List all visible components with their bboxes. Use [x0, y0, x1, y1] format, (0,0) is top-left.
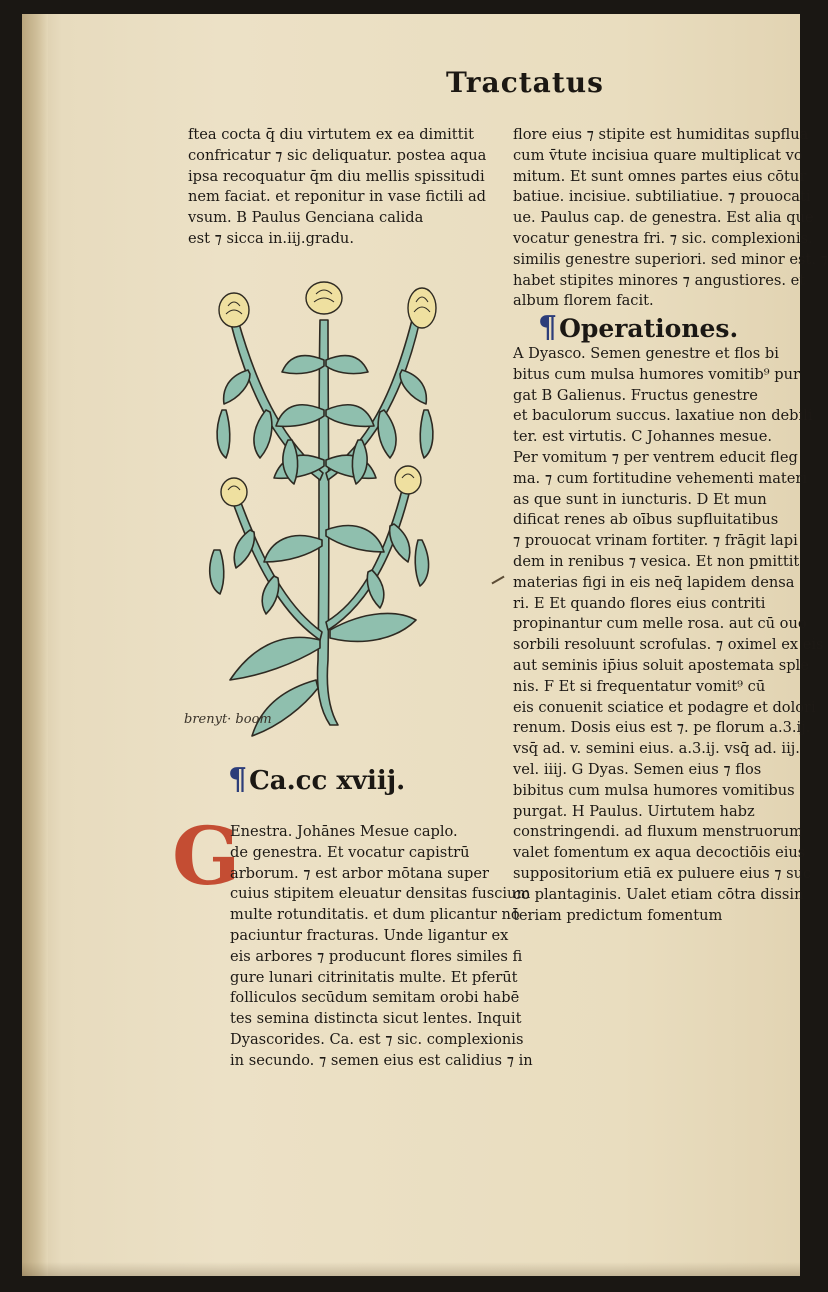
text-line: materias figi in eis neq̄ lapidem densa	[513, 573, 795, 591]
chapter-heading	[228, 762, 405, 797]
operations-heading-text: Operationes.	[559, 314, 739, 343]
text-line: multe rotunditatis. et dum plicantur nō	[230, 906, 520, 924]
text-line: vel. iiij. G Dyas. Semen eius ⁊ flos	[513, 760, 762, 778]
left-column-bottom-text	[230, 822, 533, 1072]
right-column-top-text	[513, 125, 828, 312]
text-line: folliculos secūdum semitam orobi habē	[230, 989, 520, 1007]
paragraph-mark-icon: ¶	[228, 762, 248, 797]
text-line: similis genestre superiori. sed minor est. ⁊	[513, 250, 828, 268]
text-line: eis arbores ⁊ producunt flores similes fi	[230, 947, 523, 965]
text-line: paciuntur fracturas. Unde ligantur ex	[230, 926, 509, 944]
operations-heading	[538, 310, 738, 345]
text-line: ftea cocta q̄ diu virtutem ex ea dimittit	[188, 126, 474, 143]
text-line: flore eius ⁊ stipite est humiditas supflua	[513, 126, 809, 143]
text-line: bitus cum mulsa humores vomitib⁹ pur	[513, 365, 800, 383]
text-line: eis conuenit sciatice et podagre et dolori	[513, 698, 816, 716]
text-line: confricatur ⁊ sic deliquatur. postea aqua	[188, 146, 487, 164]
text-line: ri. E Et quando flores eius contriti	[513, 594, 766, 612]
text-line: arborum. ⁊ est arbor mōtana super	[230, 864, 490, 882]
text-line: et baculorum succus. laxatiue non debili	[513, 407, 813, 425]
text-line: vsq̄ ad. v. semini eius. a.3.ij. vsq̄ ad. iij.	[513, 740, 800, 758]
text-line: Per vomitum ⁊ per ventrem educit fleg	[513, 448, 798, 466]
text-line: vocatur genestra fri. ⁊ sic. complexionis.	[513, 229, 813, 247]
text-line: dem in renibus ⁊ vesica. Et non pmittit	[513, 552, 800, 570]
text-line: bibitus cum mulsa humores vomitibus	[513, 781, 795, 799]
page-bottom-shadow	[22, 1262, 800, 1276]
text-line: constringendi. ad fluxum menstruorum	[513, 823, 803, 841]
text-line: ma. ⁊ cum fortitudine vehementi materi	[513, 469, 808, 487]
text-line: vsum. B Paulus Genciana calida	[188, 209, 424, 227]
text-line: mitum. Et sunt omnes partes eius cōtur	[513, 167, 807, 185]
text-line: co plantaginis. Ualet etiam cōtra dissin	[513, 885, 804, 903]
chapter-heading-text: Ca.cc xviij.	[249, 766, 406, 796]
text-line: ⁊ prouocat vrinam fortiter. ⁊ frāgit lapi	[513, 532, 798, 550]
text-line: teriam predictum fomentum	[513, 906, 723, 924]
text-line: gure lunari citrinitatis multe. Et pferūt	[230, 968, 518, 986]
genista-plant-illustration	[170, 280, 480, 750]
text-line: aut seminis ip̄ius soluit apostemata sple	[513, 656, 809, 674]
page-gutter-edge	[22, 14, 48, 1276]
running-head: Tractatus	[446, 66, 604, 99]
handwritten-inscription: brenyt· boom	[184, 712, 272, 727]
text-line: propinantur cum melle rosa. aut cū ouo	[513, 615, 807, 633]
text-line: ter. est virtutis. C Johannes mesue.	[513, 428, 772, 446]
text-line: as que sunt in iuncturis. D Et mun	[513, 490, 767, 508]
text-line: batiue. incisiue. subtiliatiue. ⁊ prouocati	[513, 188, 811, 206]
text-line: A Dyasco. Semen genestre et flos bi	[513, 345, 779, 362]
text-line: purgat. H Paulus. Uirtutem habz	[513, 802, 755, 820]
text-line: renum. Dosis eius est ⁊. pe florum a.3.ij.	[513, 719, 811, 737]
text-line: habet stipites minores ⁊ angustiores. et	[513, 271, 806, 289]
text-line: Enestra. Johānes Mesue caplo.	[230, 823, 458, 840]
text-line: album florem facit.	[513, 292, 654, 310]
text-line: nem faciat. et reponitur in vase fictili ad	[188, 188, 486, 206]
text-line: est ⁊ sicca in.iij.gradu.	[188, 229, 354, 247]
text-line: cum v̄tute incisiua quare multiplicat vo	[513, 146, 803, 164]
right-column-operations-text	[513, 344, 824, 926]
left-column-top-text	[188, 125, 487, 250]
text-line: cuius stipitem eleuatur densitas fuscium	[230, 885, 531, 903]
text-line: ipsa recoquatur q̄m diu mellis spissitudi	[188, 167, 485, 185]
paragraph-mark-icon: ¶	[538, 310, 558, 345]
text-line: ue. Paulus cap. de genestra. Est alia que	[513, 209, 814, 227]
text-line: valet fomentum ex aqua decoctiōis eius	[513, 844, 806, 862]
text-line: sorbili resoluunt scrofulas. ⁊ oximel ex eis	[513, 636, 824, 654]
text-line: de genestra. Et vocatur capistrū	[230, 843, 470, 861]
text-line: dificat renes ab oībus supfluitatibus	[513, 511, 779, 529]
text-line: Dyascorides. Ca. est ⁊ sic. complexionis	[230, 1030, 524, 1048]
text-line: gat B Galienus. Fructus genestre	[513, 386, 758, 404]
text-line: tes semina distincta sicut lentes. Inquit	[230, 1010, 522, 1028]
text-line: nis. F Et si frequentatur vomit⁹ cū	[513, 677, 766, 695]
text-line: in secundo. ⁊ semen eius est calidius ⁊ in	[230, 1051, 533, 1069]
decorated-initial: G	[172, 809, 241, 903]
text-line: suppositorium etiā ex puluere eius ⁊ suc	[513, 864, 812, 882]
